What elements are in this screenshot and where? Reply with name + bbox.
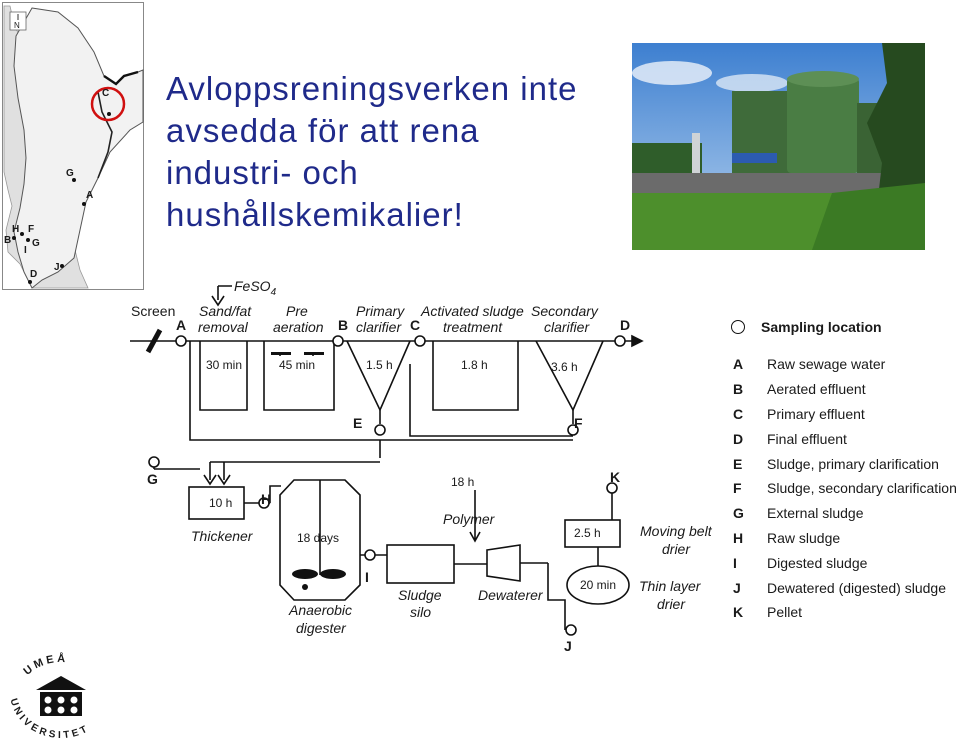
legend-code: J [733, 579, 741, 596]
title-line-4: hushållskemikalier! [166, 196, 464, 233]
time-secondary: 3.6 h [551, 360, 578, 374]
thickener-label: Thickener [191, 528, 253, 544]
legend-desc: External sludge [767, 505, 864, 522]
legend-item [728, 352, 960, 377]
dewaterer-label: Dewaterer [478, 587, 543, 603]
university-logo [6, 652, 116, 742]
title-line-3: industri- och [166, 154, 359, 191]
time-pre: 45 min [279, 358, 316, 372]
title-line-1: Avloppsreningsverken inte [166, 70, 578, 107]
time-thin: 20 min [580, 578, 617, 592]
legend-code: H [733, 529, 744, 546]
legend-item [728, 526, 960, 551]
legend-item [728, 550, 960, 575]
legend-desc: Final effluent [767, 430, 847, 447]
legend-item [728, 426, 960, 451]
polymer-label: Polymer [443, 511, 495, 527]
time-polymer: 18 h [451, 475, 475, 489]
point-label-d: D [620, 317, 631, 333]
legend-desc: Pellet [767, 604, 803, 621]
anaerobic-label-2: digester [296, 620, 346, 636]
thin-label-1: Thin layer [639, 578, 701, 594]
secondary-label-2: clarifier [544, 319, 590, 335]
map-label-c: C [102, 88, 110, 99]
time-thickener: 10 h [209, 496, 233, 510]
map-label-h: H [12, 224, 20, 235]
sampling-point-i [365, 550, 375, 560]
point-label-k: K [610, 469, 621, 485]
pre-label-2: aeration [273, 319, 324, 335]
screen-label: Screen [131, 303, 176, 319]
time-sandfat: 30 min [206, 358, 243, 372]
sampling-point-e [375, 425, 385, 435]
point-label-g: G [147, 471, 158, 487]
map-label-d: D [30, 269, 38, 280]
point-label-h: H [261, 491, 272, 507]
point-label-a: A [176, 317, 187, 333]
legend-item [728, 476, 960, 501]
map-label-g: G [66, 168, 74, 179]
time-activated: 1.8 h [461, 358, 488, 372]
point-label-c: C [410, 317, 421, 333]
sampling-point-g [149, 457, 159, 467]
sampling-legend [728, 316, 960, 625]
primary-label-2: clarifier [356, 319, 402, 335]
map-north: N [14, 21, 20, 30]
secondary-label-1: Secondary [531, 303, 598, 319]
anaerobic-label-1: Anaerobic [289, 602, 353, 618]
thin-label-2: drier [657, 596, 686, 612]
legend-desc: Digested sludge [767, 554, 868, 571]
sampling-point-d [615, 336, 625, 346]
feso4-main: FeSO [234, 278, 271, 294]
legend-desc: Aerated effluent [767, 381, 866, 398]
logo-text-bottom: UNIVERSITET [7, 697, 92, 742]
legend-desc: Raw sewage water [767, 356, 886, 373]
pre-label-1: Pre [286, 303, 308, 319]
primary-label-1: Primary [356, 303, 405, 319]
sampling-point-a [176, 336, 186, 346]
legend-code: E [733, 455, 743, 472]
sampling-point-j [566, 625, 576, 635]
legend-code: I [733, 554, 737, 571]
map-label-j: J [54, 262, 60, 273]
sandfat-label-1: Sand/fat [199, 303, 252, 319]
activated-label-2: treatment [443, 319, 503, 335]
sampling-point-b [333, 336, 343, 346]
legend-desc: Sludge, primary clarification [767, 455, 939, 472]
time-belt: 2.5 h [574, 526, 601, 540]
legend-code: A [733, 356, 744, 373]
time-digester: 18 days [297, 531, 340, 545]
legend-item [728, 451, 960, 476]
legend-desc: Dewatered (digested) sludge [767, 579, 946, 596]
legend-code: F [733, 480, 742, 497]
legend-item [728, 600, 960, 625]
legend-item [728, 402, 960, 427]
belt-label-1: Moving belt [640, 523, 712, 539]
legend-code: K [733, 604, 744, 621]
legend-desc: Raw sludge [767, 529, 841, 546]
map-label-a: A [86, 190, 94, 201]
legend-item [728, 501, 960, 526]
sandfat-label-2: removal [198, 319, 248, 335]
silo-label-1: Sludge [398, 587, 442, 603]
map-label-g2: G [32, 238, 40, 249]
legend-code: D [733, 430, 744, 447]
legend-header [728, 316, 960, 338]
point-label-f: F [574, 415, 583, 431]
feso4-subscript: 4 [270, 287, 277, 298]
activated-label-1: Activated sludge [421, 303, 524, 319]
time-primary: 1.5 h [366, 358, 393, 372]
legend-heading: Sampling location [761, 319, 882, 335]
map-label-i: I [24, 245, 27, 256]
feso4-label [234, 278, 277, 298]
legend-code: G [733, 505, 744, 522]
sampling-point-c [415, 336, 425, 346]
map-label-b: B [4, 235, 12, 246]
legend-desc: Sludge, secondary clarification [767, 480, 957, 497]
legend-code: B [733, 381, 744, 398]
legend-desc: Primary effluent [767, 405, 865, 422]
point-label-e: E [353, 415, 363, 431]
point-label-j: J [564, 638, 572, 654]
legend-item [728, 377, 960, 402]
point-label-i: I [365, 569, 369, 585]
map-label-f: F [28, 224, 35, 235]
legend-item [728, 575, 960, 600]
logo-text-top: UMEÅ [21, 652, 69, 678]
silo-label-2: silo [410, 604, 432, 620]
legend-code: C [733, 405, 744, 422]
title-line-2: avsedda för att rena [166, 112, 480, 149]
point-label-b: B [338, 317, 349, 333]
belt-label-2: drier [662, 541, 691, 557]
sampling-circle-icon [731, 320, 745, 334]
